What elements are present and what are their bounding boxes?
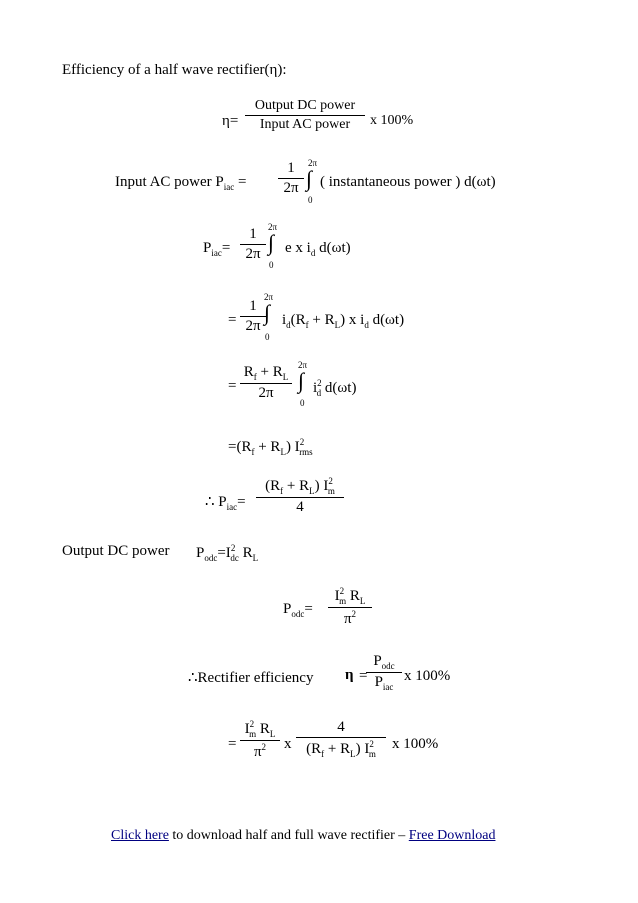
step1-integrand: e x $i_d$ d(ωt): [285, 240, 351, 258]
eta-numerator: Output DC power: [254, 98, 356, 113]
step3-integrand: $i^2_d$ d(ωt): [313, 378, 357, 398]
step4-expression: $=(R_f + R_L)$ $I^2_{rms}$: [228, 437, 313, 457]
podc-fraction: $I^2_m$ $R_L$ $\pi^2$: [328, 586, 372, 628]
final-fraction-2: 4 $(R_f + R_L)$ $I^2_m$: [296, 719, 386, 759]
final-eq: =: [228, 736, 237, 752]
step1-fraction: 1 2π: [240, 226, 266, 263]
eta-suffix: x 100%: [370, 113, 414, 128]
final-suffix: x 100%: [392, 736, 439, 752]
output-dc-expression: $P_{odc}=I^2_{dc}$ $R_L$: [196, 543, 259, 563]
efficiency-fraction: $P_{odc}$ $P_{iac}$: [366, 653, 402, 692]
input-ac-integrand: ( instantaneous power ) d(ωt): [320, 174, 496, 190]
input-ac-label: Input AC power $P_{iac}$ =: [115, 174, 247, 192]
input-ac-upper-limit: 2π: [308, 158, 318, 168]
integral-sign: ∫: [306, 166, 313, 191]
efficiency-eq: =: [359, 668, 368, 684]
final-times: x: [284, 736, 292, 752]
step1-upper-limit: 2π: [268, 222, 278, 232]
step3-eq: =: [228, 378, 237, 394]
final-fraction-1: $I^2_m$ $R_L$ $\pi^2$: [240, 719, 280, 761]
step1-lhs: $P_{iac}=$: [203, 240, 231, 258]
step3-fraction: $R_f + R_L$ 2π: [240, 364, 292, 402]
efficiency-suffix: x 100%: [404, 668, 451, 684]
podc-lhs: $P_{odc}=$: [283, 601, 313, 619]
integral-sign: ∫: [298, 368, 305, 393]
eta-fraction: [245, 98, 365, 133]
input-ac-fraction: 1 2π: [278, 160, 304, 197]
efficiency-eta: η: [345, 667, 354, 683]
eta-denominator: Input AC power: [259, 117, 351, 132]
output-dc-label: Output DC power: [62, 543, 170, 559]
step2-fraction: 1 2π: [240, 298, 266, 335]
eta-lhs: η=: [222, 113, 239, 129]
efficiency-label: ∴Rectifier efficiency: [188, 670, 314, 686]
step2-eq: =: [228, 312, 237, 328]
footer-text: to download half and full wave rectifier –: [168, 828, 409, 843]
step2-upper-limit: 2π: [264, 292, 274, 302]
integral-sign: ∫: [268, 230, 275, 255]
step3-lower-limit: 0: [300, 398, 305, 408]
heading: Efficiency of a half wave rectifier(η):: [62, 62, 287, 78]
footer: [111, 828, 495, 844]
click-here-link[interactable]: Click here: [111, 828, 169, 843]
integral-sign: ∫: [264, 300, 271, 325]
free-download-link[interactable]: Free Download: [408, 828, 496, 843]
step5-lhs: ∴ $P_{iac}=$: [205, 494, 246, 512]
step5-fraction: $(R_f + R_L)$ $I^2_m$ 4: [256, 476, 344, 516]
step3-upper-limit: 2π: [298, 360, 308, 370]
input-ac-lower-limit: 0: [308, 195, 313, 205]
step2-lower-limit: 0: [265, 332, 270, 342]
step2-integrand: $i_d(R_f + R_L)$ x $i_d$ d(ωt): [282, 312, 405, 330]
step1-lower-limit: 0: [269, 260, 274, 270]
